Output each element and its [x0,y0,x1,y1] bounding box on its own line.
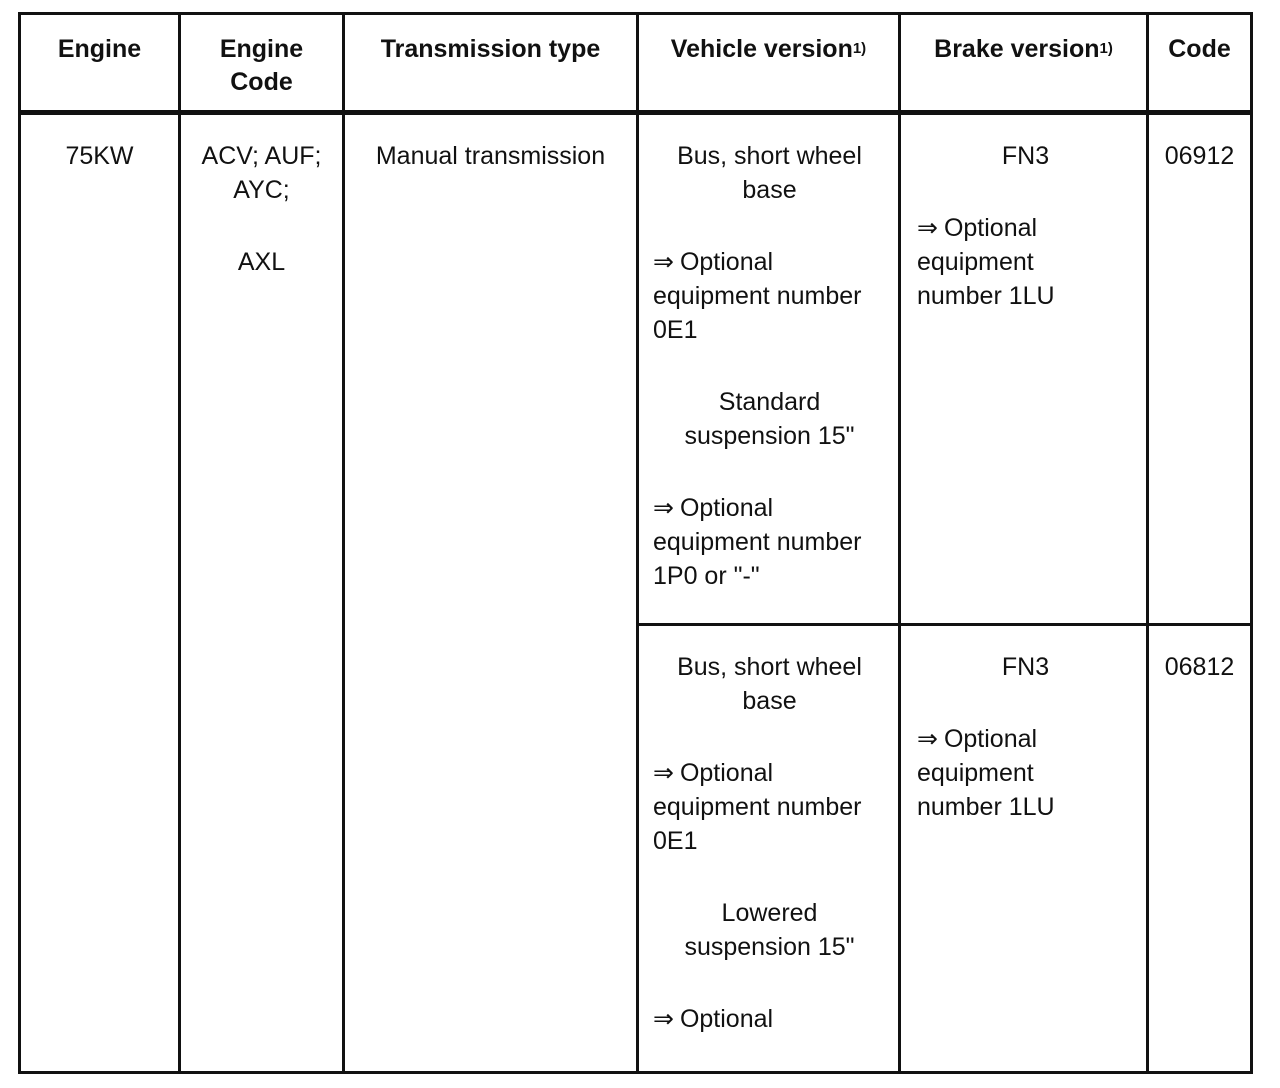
engine-code-line: ACV; AUF; [201,142,322,170]
arrow-icon: ⇒ [653,248,674,276]
table-row [20,113,1252,625]
code-cell [1148,113,1252,625]
brake-line: number 1LU [917,793,1055,821]
transmission-value: Manual transmission [375,142,606,170]
brake-option-text: Optional [943,214,1038,242]
engine-code-cell [180,113,344,1073]
header-transmission [344,14,638,113]
vehicle-option-text: Optional [679,759,774,787]
vehicle-option-text: Optional [679,1005,774,1033]
vehicle-line: suspension 15" [684,422,855,450]
vehicle-line: Lowered [721,899,818,927]
header-transmission-label: Transmission type [380,35,601,63]
header-engine-code-label: Engine Code [219,35,304,96]
header-brake-label: Brake version [934,35,1100,63]
footnote-ref: 1) [852,40,867,57]
header-row [20,14,1252,113]
vehicle-line: equipment number [653,793,862,821]
vehicle-line [653,491,886,525]
vehicle-line: 0E1 [653,316,698,344]
vehicle-line: base [742,687,797,715]
vehicle-line: base [742,176,797,204]
footnote-ref: 1) [1099,40,1113,57]
engine-value: 75KW [65,142,134,170]
vehicle-line: 0E1 [653,827,698,855]
arrow-icon: ⇒ [653,759,674,787]
header-engine-code [180,14,344,113]
header-brake [900,14,1148,113]
vehicle-line: Standard [718,388,821,416]
vehicle-line: Bus, short wheel [677,653,862,681]
vehicle-line: Bus, short wheel [677,142,862,170]
engine-cell [20,113,180,1073]
brake-option-text: Optional [943,725,1038,753]
arrow-icon: ⇒ [917,214,938,242]
brake-version-cell [900,113,1148,625]
arrow-icon: ⇒ [653,494,674,522]
vehicle-version-cell [638,625,900,1073]
brake-line [917,211,1134,245]
transmission-cell [344,113,638,1073]
vehicle-line: equipment number [653,528,862,556]
brake-line [917,722,1134,756]
header-engine-label: Engine [57,35,142,63]
vehicle-line: suspension 15" [684,933,855,961]
vehicle-brake-table [18,12,1253,1074]
header-code [1148,14,1252,113]
brake-version-cell [900,625,1148,1073]
header-code-label: Code [1168,35,1231,63]
vehicle-line [653,756,886,790]
brake-line: equipment [917,759,1034,787]
header-vehicle [638,14,900,113]
vehicle-line [653,1002,886,1036]
brake-name: FN3 [1001,142,1050,170]
header-engine [20,14,180,113]
vehicle-version-cell [638,113,900,625]
engine-code-line: AYC; [233,176,290,204]
vehicle-option-text: Optional [679,494,774,522]
header-vehicle-label: Vehicle version [670,35,853,63]
code-cell [1148,625,1252,1073]
vehicle-line: equipment number [653,282,862,310]
arrow-icon: ⇒ [653,1005,674,1033]
vehicle-option-text: Optional [679,248,774,276]
brake-line: equipment [917,248,1034,276]
code-value: 06812 [1164,653,1235,681]
brake-line: number 1LU [917,282,1055,310]
vehicle-line [653,245,886,279]
brake-name: FN3 [1001,653,1050,681]
vehicle-line: 1P0 or "-" [653,562,760,590]
arrow-icon: ⇒ [917,725,938,753]
engine-code-line: AXL [237,248,286,276]
code-value: 06912 [1164,142,1235,170]
